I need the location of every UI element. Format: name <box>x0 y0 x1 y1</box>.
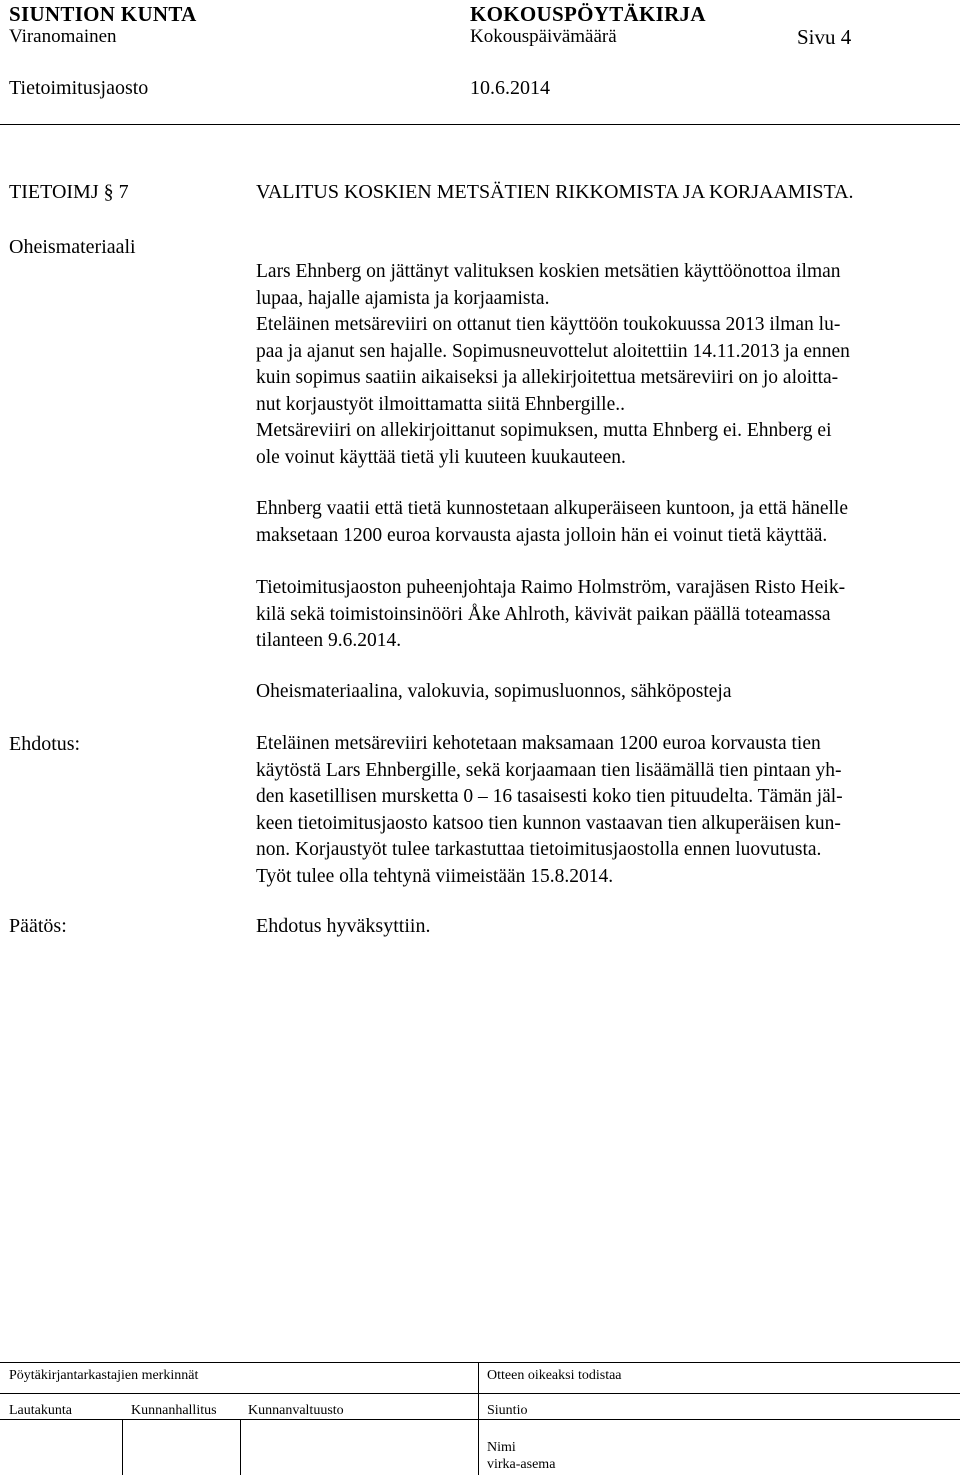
certified-label: Otteen oikeaksi todistaa <box>487 1368 622 1383</box>
text-line: non. Korjaustyöt tulee tarkastuttaa tietoimitusjaostolla ennen luovutusta. <box>256 839 822 860</box>
footer-row-rule <box>0 1419 960 1420</box>
paragraph-attachments <box>256 679 936 706</box>
attachments-list: Oheismateriaalina, valokuvia, sopimusluonnos, sähköposteja <box>256 681 732 702</box>
text-line: den kasetillisen mursketta 0 – 16 tasaisesti koko tien pituudelta. Tämän jäl- <box>256 786 843 807</box>
proposal-label: Ehdotus: <box>9 733 81 755</box>
text-line: ole voinut käyttää tietä yli kuuteen kuukauteen. <box>256 446 626 468</box>
text-line: Tietoimitusjaoston puheenjohtaja Raimo Holmström, varajäsen Risto Heik- <box>256 577 846 598</box>
text-line: käytöstä Lars Ehnbergille, sekä korjaamaan tien lisäämällä tien pintaan yh- <box>256 759 842 781</box>
text-line: Metsäreviiri on allekirjoittanut sopimuksen, mutta Ehnberg ei. Ehnberg ei <box>256 420 832 441</box>
meeting-date-label: Kokouspäivämäärä <box>470 26 617 47</box>
text-line: keen tietoimitusjaosto katsoo tien kunnon vastaavan tien alkuperäisen kun- <box>256 812 841 834</box>
section-title: VALITUS KOSKIEN METSÄTIEN RIKKOMISTA JA KORJAAMISTA. <box>256 181 854 203</box>
text-line: lupaa, hajalle ajamista ja korjaamista. <box>256 287 550 309</box>
signature-column-board: Lautakunta <box>9 1403 72 1418</box>
signature-column-municipal-board: Kunnanhallitus <box>131 1403 217 1418</box>
footer-sign-divider-1 <box>122 1419 123 1475</box>
authority-name: Tietoimitusjaosto <box>9 77 149 99</box>
text-line: Ehnberg vaatii että tietä kunnostetaan alkuperäiseen kuntoon, ja että hänelle <box>256 498 848 519</box>
text-line: Eteläinen metsäreviiri on ottanut tien käyttöön toukokuussa 2013 ilman lu- <box>256 314 841 335</box>
text-line: nut korjaustyöt ilmoittamatta siitä Ehnbergille.. <box>256 393 625 415</box>
text-line: maksetaan 1200 euroa korvausta ajasta jolloin hän ei voinut tietä käyttää. <box>256 524 828 546</box>
proposal-text <box>256 731 936 890</box>
decision-text: Ehdotus hyväksyttiin. <box>256 915 431 937</box>
authority-label: Viranomainen <box>9 26 117 47</box>
reviewers-label: Pöytäkirjantarkastajien merkinnät <box>9 1368 199 1383</box>
attachments-label: Oheismateriaali <box>9 236 136 258</box>
footer-column-divider <box>478 1362 479 1475</box>
text-line: tilanteen 9.6.2014. <box>256 630 402 651</box>
decision-label: Päätös: <box>9 915 67 937</box>
document-type: KOKOUSPÖYTÄKIRJA <box>470 2 706 26</box>
text-line: Työt tulee olla tehtynä viimeistään 15.8.2014. <box>256 865 614 887</box>
paragraph-background <box>256 259 936 471</box>
organization-name: SIUNTION KUNTA <box>9 2 197 26</box>
text-line: paa ja ajanut sen hajalle. Sopimusneuvottelut aloitettiin 14.11.2013 ja ennen <box>256 340 850 362</box>
footer-mid-rule <box>0 1393 960 1394</box>
section-code: TIETOIMJ § 7 <box>9 181 129 203</box>
paragraph-demand <box>256 496 936 549</box>
name-label: Nimi <box>487 1440 516 1455</box>
text-line: kuin sopimus saatiin aikaiseksi ja allekirjoitettua metsäreviiri on jo aloitta- <box>256 367 839 388</box>
paragraph-inspection <box>256 575 936 655</box>
footer-sign-divider-2 <box>240 1419 241 1475</box>
page-number: Sivu 4 <box>797 25 852 49</box>
text-line: Eteläinen metsäreviiri kehotetaan maksamaan 1200 euroa korvausta tien <box>256 733 821 754</box>
signature-column-council: Kunnanvaltuusto <box>248 1403 344 1418</box>
meeting-date: 10.6.2014 <box>470 77 550 99</box>
text-line: kilä sekä toimistoinsinööri Åke Ahlroth, kävivät paikan päällä toteamassa <box>256 603 831 625</box>
header-divider <box>0 124 960 125</box>
title-label: virka-asema <box>487 1457 556 1472</box>
text-line: Lars Ehnberg on jättänyt valituksen koskien metsätien käyttöönottoa ilman <box>256 261 841 282</box>
footer-top-rule <box>0 1362 960 1363</box>
signature-place: Siuntio <box>487 1403 528 1418</box>
